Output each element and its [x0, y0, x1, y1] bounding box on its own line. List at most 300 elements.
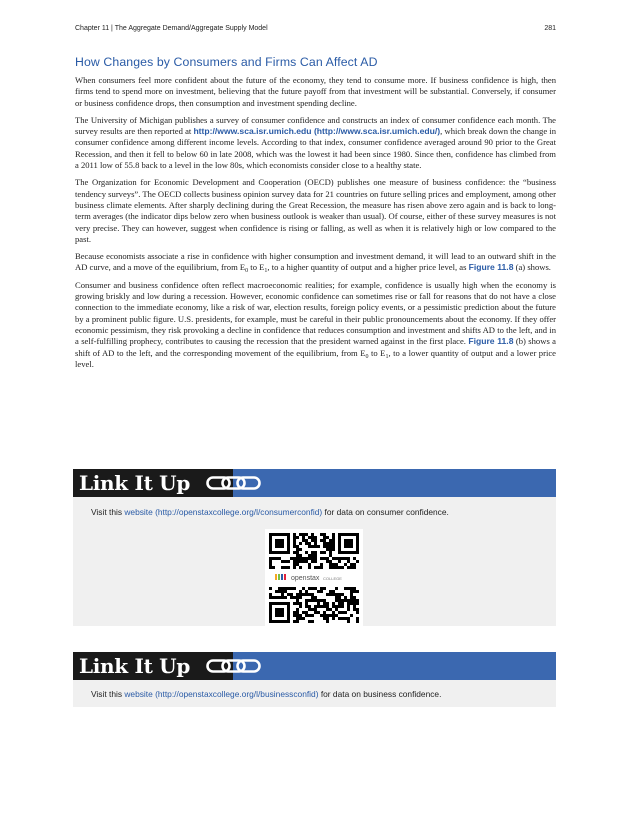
qr-module — [305, 557, 308, 560]
qr-module — [338, 611, 341, 614]
header-blue-band — [233, 652, 556, 680]
qr-module — [323, 614, 326, 617]
qr-module — [269, 593, 272, 596]
paragraph-5-text-b: (b) shows a shift of AD to the left, and the corresponding movement of the equilibrium, from E — [75, 336, 556, 358]
qr-module — [329, 542, 332, 545]
qr-module — [347, 566, 350, 569]
qr-module — [311, 587, 314, 590]
qr-module — [293, 536, 296, 539]
qr-module — [335, 593, 338, 596]
qr-module — [299, 602, 302, 605]
qr-module — [329, 548, 332, 551]
qr-module — [269, 560, 272, 563]
section-title: How Changes by Consumers and Firms Can Affect AD — [75, 55, 378, 69]
qr-module — [326, 617, 329, 620]
box-1-pre: Visit this — [91, 507, 125, 517]
qr-module — [320, 539, 323, 542]
qr-module — [299, 593, 302, 596]
qr-module — [278, 590, 281, 593]
qr-code-consumer — [265, 529, 363, 627]
qr-module — [335, 599, 338, 602]
qr-module — [329, 608, 332, 611]
qr-module — [293, 560, 296, 563]
qr-module — [332, 611, 335, 614]
box-2-post: for data on business confidence. — [318, 689, 442, 699]
qr-module — [329, 614, 332, 617]
qr-module — [293, 563, 296, 566]
qr-module — [293, 611, 296, 614]
qr-module — [305, 560, 308, 563]
figure-11-8-link-a[interactable]: Figure 11.8 — [468, 262, 514, 273]
qr-module — [308, 587, 311, 590]
qr-module — [335, 605, 338, 608]
qr-module — [329, 563, 332, 566]
qr-module — [335, 557, 338, 560]
qr-module — [287, 593, 290, 596]
qr-module — [341, 617, 344, 620]
qr-module — [353, 566, 356, 569]
qr-module — [287, 587, 290, 590]
qr-module — [314, 557, 317, 560]
qr-module — [320, 590, 323, 593]
qr-module — [305, 590, 308, 593]
qr-module — [317, 545, 320, 548]
qr-module — [332, 593, 335, 596]
qr-module — [329, 554, 332, 557]
qr-module — [311, 614, 314, 617]
qr-module — [314, 545, 317, 548]
qr-module — [335, 608, 338, 611]
qr-module — [347, 602, 350, 605]
qr-module — [305, 539, 308, 542]
qr-module — [326, 536, 329, 539]
qr-module — [353, 599, 356, 602]
qr-module — [347, 557, 350, 560]
qr-module — [332, 563, 335, 566]
qr-module — [299, 533, 302, 536]
qr-module — [281, 566, 284, 569]
qr-module — [326, 605, 329, 608]
qr-module — [338, 617, 341, 620]
consumer-confidence-link[interactable]: website (http://openstaxcollege.org/l/consumerconfid) — [124, 507, 323, 517]
qr-module — [305, 551, 308, 554]
qr-module — [302, 617, 305, 620]
qr-module — [305, 533, 308, 536]
qr-module — [296, 608, 299, 611]
qr-module — [278, 596, 281, 599]
qr-module — [293, 533, 296, 536]
paragraph-5 — [75, 280, 556, 370]
qr-module — [341, 557, 344, 560]
qr-module — [350, 590, 353, 593]
qr-module — [281, 593, 284, 596]
qr-module — [293, 542, 296, 545]
paragraph-3: The Organization for Economic Development and Cooperation (OECD) publishes one measure of business confidence: the “business tendency surveys”. The OECD collects business opinion survey data for 21 countries on future selling prices and employment, among other business climate elements. After sharply declining during the Great Recession, the measure has risen above zero again and is back to long-term averages (the indicator dips below zero when business outlook is weaker than usual). Of course, either of these survey measures is not very precise. They can however, suggest when confidence is rising or falling, as well as when it is relatively high or low compared to the past. — [75, 177, 556, 244]
qr-module — [320, 566, 323, 569]
qr-finder — [275, 608, 284, 617]
qr-module — [311, 533, 314, 536]
qr-module — [335, 596, 338, 599]
qr-module — [299, 557, 302, 560]
qr-module — [314, 605, 317, 608]
page-number: 281 — [544, 25, 556, 32]
qr-module — [320, 614, 323, 617]
qr-module — [332, 605, 335, 608]
qr-module — [320, 587, 323, 590]
qr-module — [341, 605, 344, 608]
qr-module — [353, 563, 356, 566]
qr-module — [308, 608, 311, 611]
qr-module — [311, 599, 314, 602]
qr-module — [323, 539, 326, 542]
qr-module — [344, 596, 347, 599]
paragraph-5-text-a: Consumer and business confidence often reflect macroeconomic realities; for example, confidence is usually high when the economy is growing briskly and low during a recession. However, economic confidence can sometimes rise or fall for reasons that do not have a close connection to the immediate economy, like a risk of war, election results, foreign policy events, or a pessimistic prediction about the future by a prominent public figure. U.S. presidents, for example, must be careful in their public pronouncements about the economy. If they offer economic pessimism, they risk provoking a decline in confidence that reduces consumption and investment and shifts AD to the left, and in a self-fulfilling prophecy, contributes to causing the recession that the president warned against in the first place. — [75, 279, 556, 347]
openstax-logo-bar — [281, 574, 283, 580]
qr-module — [356, 620, 359, 623]
qr-module — [299, 548, 302, 551]
qr-module — [299, 554, 302, 557]
qr-module — [314, 542, 317, 545]
qr-module — [305, 593, 308, 596]
qr-module — [317, 605, 320, 608]
qr-module — [302, 536, 305, 539]
qr-module — [329, 551, 332, 554]
qr-module — [326, 542, 329, 545]
qr-module — [332, 566, 335, 569]
qr-module — [302, 611, 305, 614]
qr-module — [284, 596, 287, 599]
qr-module — [308, 620, 311, 623]
qr-module — [308, 545, 311, 548]
qr-module — [314, 611, 317, 614]
qr-module — [311, 545, 314, 548]
link-it-up-title: Link It Up — [79, 654, 191, 678]
qr-module — [332, 545, 335, 548]
qr-module — [344, 563, 347, 566]
chain-link-icon — [206, 658, 262, 674]
qr-module — [326, 614, 329, 617]
openstax-logo-college-text: COLLEGE — [323, 576, 342, 581]
qr-module — [302, 557, 305, 560]
qr-module — [275, 557, 278, 560]
qr-module — [293, 620, 296, 623]
qr-module — [329, 560, 332, 563]
qr-module — [323, 617, 326, 620]
qr-module — [323, 605, 326, 608]
qr-finder — [275, 539, 284, 548]
box-2-pre: Visit this — [91, 689, 125, 699]
qr-module — [323, 545, 326, 548]
paragraph-2 — [75, 115, 556, 171]
qr-module — [326, 593, 329, 596]
qr-module — [281, 596, 284, 599]
qr-module — [320, 605, 323, 608]
qr-module — [302, 539, 305, 542]
qr-module — [311, 596, 314, 599]
qr-module — [338, 596, 341, 599]
qr-module — [311, 539, 314, 542]
qr-module — [272, 596, 275, 599]
figure-11-8-link-b[interactable]: Figure 11.8 — [468, 336, 514, 347]
qr-module — [302, 533, 305, 536]
qr-module — [347, 605, 350, 608]
qr-module — [326, 620, 329, 623]
box-1-text — [91, 507, 449, 517]
qr-module — [299, 596, 302, 599]
qr-module — [296, 545, 299, 548]
qr-module — [344, 557, 347, 560]
qr-module — [326, 557, 329, 560]
qr-module — [293, 557, 296, 560]
subscript: 1 — [264, 268, 268, 275]
qr-module — [269, 587, 272, 590]
qr-module — [296, 548, 299, 551]
qr-module — [281, 590, 284, 593]
qr-module — [329, 566, 332, 569]
qr-module — [284, 566, 287, 569]
qr-module — [353, 557, 356, 560]
paragraph-4-text-d: (a) shows. — [513, 262, 551, 273]
qr-module — [350, 587, 353, 590]
qr-module — [314, 599, 317, 602]
qr-module — [299, 605, 302, 608]
qr-module — [293, 545, 296, 548]
link-it-up-header — [73, 652, 556, 680]
qr-module — [311, 554, 314, 557]
qr-module — [269, 596, 272, 599]
qr-module — [353, 590, 356, 593]
link-it-up-box-business — [73, 652, 556, 707]
qr-module — [341, 593, 344, 596]
qr-module — [290, 587, 293, 590]
qr-module — [323, 611, 326, 614]
qr-module — [356, 608, 359, 611]
qr-module — [353, 605, 356, 608]
qr-module — [341, 566, 344, 569]
qr-module — [311, 620, 314, 623]
qr-module — [323, 551, 326, 554]
box-2-text — [91, 689, 441, 699]
qr-module — [314, 536, 317, 539]
qr-module — [323, 557, 326, 560]
qr-module — [314, 539, 317, 542]
box-1-post: for data on consumer confidence. — [322, 507, 449, 517]
qr-module — [326, 602, 329, 605]
qr-module — [338, 560, 341, 563]
page-header — [75, 25, 556, 37]
qr-module — [320, 551, 323, 554]
qr-module — [335, 566, 338, 569]
qr-module — [305, 611, 308, 614]
openstax-logo-bar — [284, 574, 286, 580]
qr-module — [338, 599, 341, 602]
qr-module — [311, 551, 314, 554]
qr-module — [314, 608, 317, 611]
link-it-up-box-consumer — [73, 469, 556, 626]
header-blue-band — [233, 469, 556, 497]
qr-module — [302, 593, 305, 596]
qr-module — [269, 563, 272, 566]
qr-module — [341, 599, 344, 602]
qr-module — [326, 608, 329, 611]
qr-module — [305, 614, 308, 617]
qr-module — [335, 563, 338, 566]
qr-module — [314, 566, 317, 569]
business-confidence-link[interactable]: website (http://openstaxcollege.org/l/businessconfid) — [124, 689, 319, 699]
paragraph-4-text-b: to E — [248, 262, 265, 273]
qr-module — [323, 599, 326, 602]
qr-module — [275, 590, 278, 593]
qr-module — [344, 617, 347, 620]
qr-module — [296, 599, 299, 602]
qr-module — [338, 593, 341, 596]
qr-module — [317, 590, 320, 593]
qr-module — [344, 599, 347, 602]
qr-module — [293, 614, 296, 617]
qr-module — [314, 596, 317, 599]
qr-module — [350, 566, 353, 569]
qr-module — [332, 557, 335, 560]
paragraph-5-text-d: , to a lower quantity of output and a lower price level. — [75, 347, 556, 369]
qr-module — [344, 587, 347, 590]
qr-module — [314, 587, 317, 590]
qr-module — [356, 602, 359, 605]
qr-module — [350, 602, 353, 605]
qr-module — [329, 590, 332, 593]
qr-module — [326, 545, 329, 548]
qr-module — [332, 590, 335, 593]
qr-module — [296, 563, 299, 566]
qr-module — [281, 587, 284, 590]
qr-module — [302, 587, 305, 590]
qr-module — [320, 557, 323, 560]
qr-module — [338, 566, 341, 569]
qr-module — [335, 587, 338, 590]
qr-module — [338, 602, 341, 605]
qr-module — [317, 566, 320, 569]
paragraph-4-text-a: Because economists associate a rise in confidence with higher consumption and investment demand, it will lead to an outward shift in the AD curve, and a move of the equilibrium, from E — [75, 251, 556, 273]
qr-module — [296, 554, 299, 557]
qr-module — [329, 539, 332, 542]
qr-module — [350, 563, 353, 566]
qr-module — [296, 560, 299, 563]
qr-module — [308, 554, 311, 557]
qr-module — [299, 614, 302, 617]
qr-module — [323, 587, 326, 590]
qr-module — [326, 560, 329, 563]
qr-module — [287, 560, 290, 563]
qr-module — [296, 617, 299, 620]
qr-module — [347, 560, 350, 563]
qr-module — [290, 593, 293, 596]
qr-module — [293, 596, 296, 599]
subscript: 1 — [385, 353, 389, 360]
qr-module — [284, 560, 287, 563]
qr-module — [356, 590, 359, 593]
qr-module — [347, 620, 350, 623]
qr-module — [356, 617, 359, 620]
paragraph-4-text-c: , to a higher quantity of output and a higher price level, as — [267, 262, 469, 273]
qr-module — [347, 599, 350, 602]
paragraph-1: When consumers feel more confident about the future of the economy, they tend to consume more. If business confidence is high, then firms tend to spend more on investment, believing that the future payoff from that investment will be substantial. Conversely, if consumer or business confidence drops, then consumption and investment spending decline. — [75, 75, 556, 108]
qr-module — [317, 599, 320, 602]
link-it-up-header — [73, 469, 556, 497]
qr-module — [332, 614, 335, 617]
qr-module — [317, 602, 320, 605]
link-it-up-title: Link It Up — [79, 471, 191, 495]
qr-module — [308, 566, 311, 569]
qr-module — [311, 536, 314, 539]
qr-module — [293, 602, 296, 605]
qr-module — [296, 596, 299, 599]
subscript: 0 — [245, 268, 249, 275]
qr-module — [332, 536, 335, 539]
qr-module — [317, 611, 320, 614]
qr-module — [356, 560, 359, 563]
qr-module — [308, 536, 311, 539]
qr-module — [284, 590, 287, 593]
paragraph-4 — [75, 251, 556, 274]
qr-module — [299, 617, 302, 620]
qr-module — [314, 554, 317, 557]
qr-module — [293, 587, 296, 590]
qr-module — [323, 542, 326, 545]
qr-module — [299, 560, 302, 563]
qr-module — [281, 560, 284, 563]
umich-link[interactable]: http://www.sca.isr.umich.edu (http://www.sca.isr.umich.edu/) — [193, 126, 441, 137]
qr-module — [311, 593, 314, 596]
qr-finder — [344, 539, 353, 548]
qr-module — [296, 551, 299, 554]
qr-module — [332, 539, 335, 542]
qr-module — [350, 614, 353, 617]
qr-module — [356, 611, 359, 614]
qr-module — [350, 593, 353, 596]
qr-module — [308, 557, 311, 560]
qr-code-graphic — [265, 529, 363, 627]
qr-module — [308, 563, 311, 566]
qr-module — [296, 593, 299, 596]
qr-module — [293, 539, 296, 542]
qr-module — [299, 590, 302, 593]
qr-module — [311, 608, 314, 611]
qr-module — [278, 587, 281, 590]
qr-module — [296, 602, 299, 605]
qr-module — [269, 566, 272, 569]
qr-module — [350, 599, 353, 602]
qr-module — [299, 542, 302, 545]
main-content — [75, 55, 556, 376]
qr-module — [320, 533, 323, 536]
qr-module — [272, 557, 275, 560]
paragraph-2-text-b: , which break down the change in consumer confidence among different income levels. According to that index, consumer confidence averaged around 90 prior to the Great Recession, and then it fell to below 60 in late 2008, which was the lowest it had been since 1980. Since then, confidence has climbed from a 2011 low of 55.8 back to a level in the low 80s, which economists consider close to a healthy state. — [75, 126, 556, 171]
qr-module — [290, 557, 293, 560]
qr-module — [311, 560, 314, 563]
qr-module — [308, 605, 311, 608]
subscript: 0 — [365, 353, 369, 360]
qr-module — [272, 566, 275, 569]
qr-module — [278, 557, 281, 560]
qr-module — [323, 536, 326, 539]
qr-module — [308, 599, 311, 602]
qr-module — [347, 608, 350, 611]
openstax-logo-text: openstax — [291, 575, 320, 582]
qr-module — [350, 596, 353, 599]
qr-module — [311, 557, 314, 560]
qr-module — [332, 542, 335, 545]
qr-module — [284, 587, 287, 590]
qr-module — [308, 614, 311, 617]
